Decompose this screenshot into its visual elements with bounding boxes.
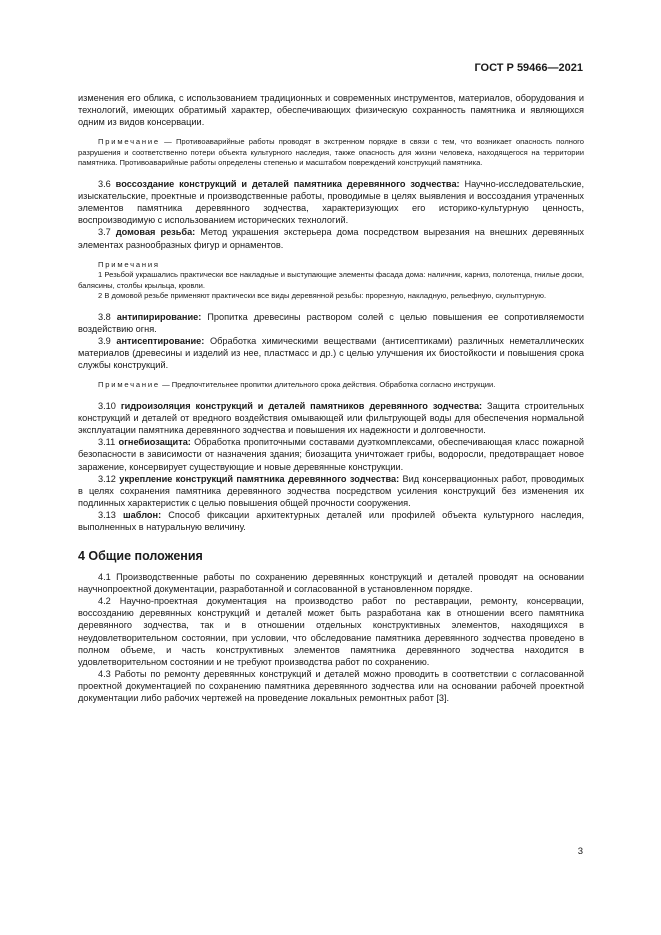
term-title: антипирирование: (116, 312, 202, 322)
term-title: воссоздание конструкций и деталей памятника деревянного зодчества: (115, 179, 460, 190)
term-3-13 (78, 509, 584, 533)
page-content (78, 92, 584, 704)
term-number: 3.10 (98, 401, 121, 412)
term-definition: Способ фиксации архитектурных деталей или профилей объекта культурного наследия, выполненных в натуральную величину. (78, 509, 585, 532)
term-title: домовая резьба: (115, 227, 196, 238)
term-3-9 (78, 335, 584, 371)
term-definition: Обработка химическими веществами (антисептиками) различных неметаллических материалов (древесины и изделий из нее, пластмасс и др.) с целью улучшения их биостойкости и повышения срока службы конструкций. (78, 336, 584, 371)
term-title: укрепление конструкций памятника деревянного зодчества: (119, 473, 400, 484)
clause-4-1: 4.1 Производственные работы по сохранению деревянных конструкций и деталей проводят на основании научнопроектной документации, разработанной и согласованной в установленном порядке. (78, 572, 584, 595)
term-3-7 (78, 226, 584, 250)
term-title: шаблон: (123, 509, 162, 520)
term-title: гидроизоляция конструкций и деталей памятников деревянного зодчества: (120, 401, 483, 412)
term-3-10 (78, 400, 584, 436)
term-number: 3.8 (98, 312, 117, 322)
paragraph-continuation: изменения его облика, с использованием традиционных и современных инструментов, материалов, оборудования и технологий, имеющих обратимый характер, обеспечивающих физическую сохранность памятника и являющихся одним из видов консервации. (78, 93, 584, 128)
term-title: антисептирование: (116, 336, 205, 347)
term-definition: Защита строительных конструкций и деталей от вредного воздействия омывающей или фильтрующей воды для обеспечения нормальной эксплуатации памятника деревянного зодчества и повышения их надежности и долговечности. (78, 401, 585, 436)
term-number: 3.11 (98, 437, 119, 448)
note-item-2: 2 В домовой резьбе применяют практически все виды деревянной резьбы: прорезную, накладную, рельефную, скульптурную. (98, 291, 547, 301)
note-label: Примечание (98, 137, 160, 147)
term-number: 3.9 (98, 336, 117, 347)
section-4-heading: 4 Общие положения (78, 549, 203, 564)
term-3-11 (78, 436, 584, 472)
clause-4-2: 4.2 Научно-проектная документация на производство работ по реставрации, ремонту, консервации, воссозданию деревянных конструкций и деталей может быть разработана как в отношении всего памятника деревянного зодчества, так и в отношении отдельных конструктивных элементов, находящихся в неудовлетворительном состоянии, при условии, что обследование памятника деревянного зодчества проведено в полном объеме, и часть конструктивных элементов памятника деревянного зодчества находится в удовлетворительном состоянии и не требуют производства работ по сохранению. (78, 596, 584, 667)
page-number: 3 (577, 846, 583, 857)
term-3-12 (78, 473, 584, 509)
note-item-1: 1 Резьбой украшались практически все накладные и выступающие элементы фасада дома: наличник, карниз, полотенца, гнилые доски, балясины, столбы крыльца, кровли. (78, 270, 584, 290)
term-definition: Обработка пропиточными составами дуэткомплексами, обеспечивающая класс пожарной безопасности в зависимости от назначения здания; биозащита уничтожает грибы, водоросли, предотвращает новое заражение, консервирует существующие и новые деревянные конструкции. (78, 437, 584, 472)
term-number: 3.13 (98, 509, 123, 520)
term-number: 3.7 (98, 227, 116, 238)
note-text: — Предпочтительнее пропитки длительного срока действия. Обработка согласно инструкции. (159, 380, 496, 390)
term-title: огнебиозащита: (118, 437, 191, 448)
term-definition: Метод украшения экстерьера дома посредством вырезания на внешних деревянных элементах разнообразных фигур и орнаментов. (78, 227, 584, 250)
term-definition: Вид консервационных работ, проводимых в целях сохранения памятника деревянного зодчества посредством усиления конструкций без изменения их подлинных характеристик с целью повышения общей прочности сооружения. (78, 473, 584, 508)
note-antiseptic (78, 380, 584, 391)
term-3-6 (78, 178, 584, 226)
term-number: 3.6 (98, 179, 116, 190)
note-text: — Противоаварийные работы проводят в экстренном порядке в связи с тем, что возникает опасность полного разрушения и соответственно потери объекта культурного наследия, также опасность для жизни человека, находящегося на территории памятника. Противоаварийные работы определены степенью и масштабом повреждений конструкций памятника. (78, 137, 584, 168)
term-definition: Пропитка древесины раствором солей с целью повышения ее сопротивляемости воздействию огня. (78, 312, 584, 335)
note-counter-emergency (78, 137, 584, 169)
notes-heading (78, 260, 584, 271)
term-3-8 (78, 311, 584, 335)
term-number: 3.12 (98, 473, 120, 484)
note-label: Примечание (98, 380, 160, 390)
clause-4-3: 4.3 Работы по ремонту деревянных конструкций и деталей можно проводить в соответствии с согласованной проектной документацией по сохранению памятника деревянного зодчества или на основании рабочей проектной документации либо рабочих чертежей на проведение локальных ремонтных работ [3]. (78, 668, 584, 704)
notes-label: Примечания (98, 259, 160, 269)
standard-header: ГОСТ Р 59466—2021 (474, 62, 583, 74)
term-definition: Научно-исследовательские, изыскательские, проектные и производственные работы, проводимые в целях выявления и воссоздания утраченных элементов памятника деревянного зодчества, характеризующих его историко-культурную ценность, воспроизводимую с использованием исторических технологий. (78, 179, 584, 226)
